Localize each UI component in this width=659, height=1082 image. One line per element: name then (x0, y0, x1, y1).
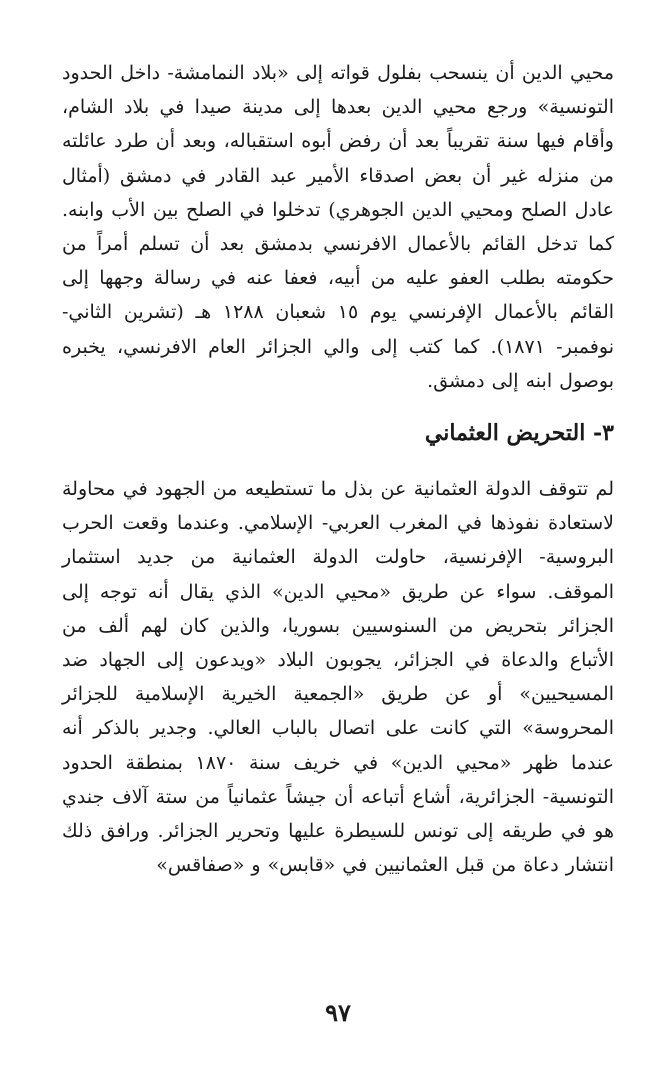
section-heading: ٣- التحريض العثماني (424, 420, 614, 447)
book-page (62, 56, 614, 1036)
paragraph-2: لم تتوقف الدولة العثمانية عن بذل ما تستطيعه من الجهود في محاولة لاستعادة نفوذها في المغرب العربي- الإسلامي. وعندما وقعت الحرب البروسية- الإفرنسية، حاولت الدولة العثمانية من جديد استثمار الموقف. سواء عن طريق «محيي الدين» الذي يقال أنه توجه إلى الجزائر بتحريض من السنوسيين بسوريا، والذين كان لهم ألف من الأتباع والدعاة في الجزائر، يجوبون البلاد «ويدعون إلى الجهاد ضد المسيحيين» أو عن طريق «الجمعية الخيرية الإسلامية للجزائر المحروسة» التي كانت على اتصال بالباب العالي. وجدير بالذكر أنه عندما ظهر «محيي الدين» في خريف سنة ١٨٧٠ بمنطقة الحدود التونسية- الجزائرية، أشاع أتباعه أن جيشاً عثمانياً من ستة آلاف جندي هو في طريقه إلى تونس للسيطرة عليها وتحرير الجزائر. ورافق ذلك انتشار دعاة من قبل العثمانيين في «قابس» و «صفاقس» (62, 478, 614, 877)
page-number: ٩٧ (325, 998, 351, 1027)
paragraph-1: محيي الدين أن ينسحب بفلول قواته إلى «بلاد النمامشة- داخل الحدود التونسية» ورجع محيي الدين بعدها إلى مدينة صيدا في بلاد الشام، وأقام فيها سنة تقريباً بعد أن رفض أبوه استقباله، وبعد أن طرد عائلته من منزله غير أن بعض اصدقاء الأمير عبد القادر في دمشق (أمثال عادل الصلح ومحيي الدين الجوهري) تدخلوا في الصلح بين الأب وابنه. كما تدخل القائم بالأعمال الافرنسي بدمشق بعد أن تسلم أمراً من حكومته بطلب العفو عليه من أبيه، فعفا عنه في رسالة وجهها إلى القائم بالأعمال الإفرنسي يوم ١٥ شعبان ١٢٨٨ هـ (تشرين الثاني- نوفمبر- ١٨٧١). كما كتب إلى والي الجزائر العام الافرنسي، يخبره بوصول ابنه إلى دمشق. (62, 62, 615, 392)
